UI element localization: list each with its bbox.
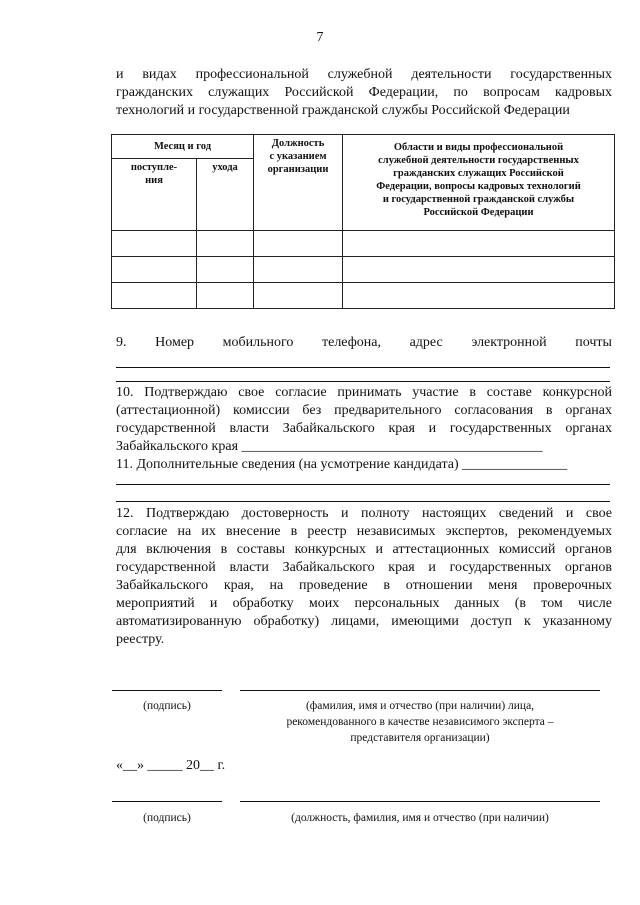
item11-line: 11. Дополнительные сведения (на усмотрение кандидата) _______________ <box>116 457 568 472</box>
item12-line: реестру. <box>116 632 165 647</box>
table-row <box>112 231 615 257</box>
item10-line: 10. Подтверждаю свое согласие принимать участие в составе конкурсной <box>116 385 612 400</box>
item12-line: государственной власти Забайкальского края и государственных органов <box>116 560 612 575</box>
experience-table <box>111 134 615 309</box>
item9-word: электронной <box>471 335 547 350</box>
item9-word: мобильного <box>222 335 294 350</box>
item9-word: адрес <box>409 335 443 350</box>
item12-line: согласие на их внесение в реестр независимых экспертов, рекомендуемых <box>116 524 612 539</box>
item9-word: телефона, <box>321 335 381 350</box>
intro-line: технологий и государственной гражданской службы Российской Федерации <box>116 103 570 118</box>
month-year-header: Месяц и год <box>112 135 254 159</box>
table-cell[interactable] <box>112 257 197 283</box>
item10-line: (аттестационной) комиссии без предварительного согласования в органах <box>116 403 612 418</box>
signature-line-1[interactable] <box>112 690 222 691</box>
item-9 <box>116 334 612 352</box>
signature-label-1: (подпись) <box>143 700 191 712</box>
additional-info-field[interactable] <box>116 501 610 502</box>
item12-line: Забайкальского края, на проведение в отношении меня проверочных <box>116 578 612 593</box>
position-header: Должность с указанием организации <box>254 135 343 231</box>
item9-word: 9. <box>116 335 127 350</box>
intro-line: гражданских служащих Российской Федерации, по вопросам кадровых <box>116 85 612 100</box>
entry-header: поступле- ния <box>112 159 197 231</box>
table-cell[interactable] <box>343 231 615 257</box>
exit-header: ухода <box>197 159 254 231</box>
table-cell[interactable] <box>197 257 254 283</box>
item9-word: Номер <box>155 335 195 350</box>
date-field[interactable]: «__» _____ 20__ г. <box>116 758 226 773</box>
table-cell[interactable] <box>197 231 254 257</box>
table-cell[interactable] <box>254 257 343 283</box>
name-label-2: (должность, фамилия, имя и отчество (при наличии) <box>291 812 549 824</box>
item12-line: автоматизированную обработку) лицами, имеющими доступ к указанному <box>116 614 612 629</box>
item12-line: для включения в составы конкурсных и аттестационных комиссий органов <box>116 542 612 557</box>
item10-line: Забайкальского края ___________________________________________ <box>116 439 543 454</box>
table-cell[interactable] <box>197 283 254 309</box>
name-line-1[interactable] <box>240 690 600 691</box>
table-row <box>112 257 615 283</box>
table-cell[interactable] <box>254 231 343 257</box>
signature-line-2[interactable] <box>112 801 222 802</box>
item-12 <box>116 505 612 649</box>
item9-word: почты <box>575 335 612 350</box>
intro-line: и видах профессиональной служебной деятельности государственных <box>116 67 612 82</box>
phone-email-field[interactable] <box>116 381 610 382</box>
item12-line: мероприятий и обработку моих персональных данных (в том числе <box>116 596 612 611</box>
item10-line: государственной власти Забайкальского края и государственных органах <box>116 421 612 436</box>
table-cell[interactable] <box>112 283 197 309</box>
table-cell[interactable] <box>254 283 343 309</box>
item-10 <box>116 384 612 456</box>
additional-info-field[interactable] <box>116 484 610 485</box>
table-row <box>112 283 615 309</box>
table-cell[interactable] <box>343 257 615 283</box>
table-cell[interactable] <box>112 231 197 257</box>
table-cell[interactable] <box>343 283 615 309</box>
areas-header: Области и виды профессиональной служебной деятельности государственных гражданских служащих Российской Федерации, вопросы кадровых технологий и государственной гражданской службы Российской Федерации <box>343 135 615 231</box>
name-label-1: (фамилия, имя и отчество (при наличии) лица, рекомендованного в качестве независимого эксперта – представителя организации) <box>286 700 554 744</box>
item-11 <box>116 456 612 474</box>
item12-line: 12. Подтверждаю достоверность и полноту настоящих сведений и свое <box>116 506 612 521</box>
signature-label-2: (подпись) <box>143 812 191 824</box>
page-number: 7 <box>316 30 324 45</box>
phone-email-field[interactable] <box>116 367 610 368</box>
name-line-2[interactable] <box>240 801 600 802</box>
intro-paragraph <box>116 66 612 120</box>
